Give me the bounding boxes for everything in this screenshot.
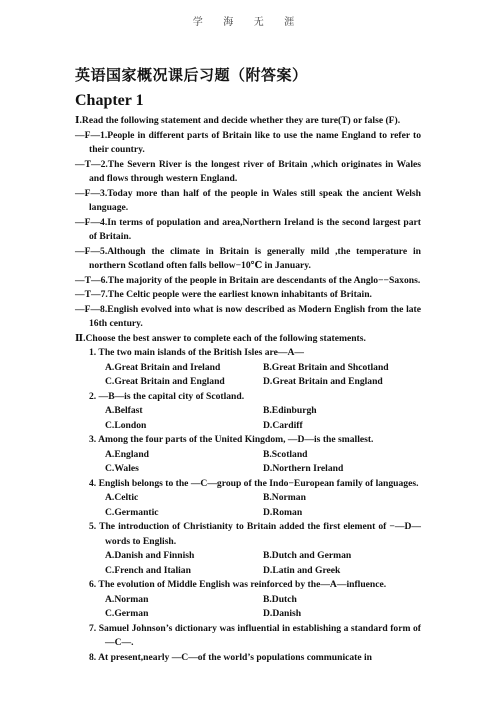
option-b: B.Norman [263,492,306,503]
document-body [75,114,421,665]
mc-options-row [75,375,421,390]
option-a: A.Celtic [105,492,139,503]
option-a: A.Belfast [105,405,143,416]
tf-item: —F—8.English evolved into what is now described as Modern English from the late 16th century. [75,303,421,329]
mc-options-row [75,564,421,579]
option-c: C.German [105,608,149,619]
tf-item: —F—3.Today more than half of the people in Wales still speak the ancient Welsh language. [75,187,421,213]
option-a: A.Great Britain and Ireland [105,361,221,373]
tf-item: —T—7.The Celtic people were the earliest known inhabitants of Britain. [75,289,372,300]
mc-question: 7. Samuel Johnson’s dictionary was influential in establishing a standard form of—C—. [89,622,421,648]
option-c: C.Wales [105,463,139,474]
option-b: B.Dutch and German [263,550,352,561]
tf-item: —F—1.People in different parts of Britain like to use the name England to refer to their country. [75,129,421,155]
mc-question: 5. The introduction of Christianity to Britain added the first element of −—D—words to English. [89,521,421,547]
mc-options-row [75,549,421,564]
option-d: D.Northern Ireland [263,463,344,474]
document-title: 英语国家概况课后习题（附答案） [75,68,308,84]
option-c: C.Great Britain and England [105,376,225,387]
mc-question: 2. —B—is the capital city of Scotland. [89,390,245,402]
option-c: C.Germantic [105,506,159,518]
mc-options-row [75,419,421,434]
mc-options-row [75,491,421,506]
option-d: D.Latin and Greek [263,564,341,576]
tf-item: —T—2.The Severn River is the longest river of Britain ,which originates in Wales and flows through western England. [75,158,421,184]
option-d: D.Roman [263,506,303,518]
mc-question: 6. The evolution of Middle English was reinforced by the—A—influence. [89,579,387,590]
mc-options-row [75,593,421,608]
mc-question: 8. At present,nearly —C—of the world’s populations communicate in [89,651,373,663]
option-b: B.Dutch [263,593,297,605]
chapter-heading: Chapter 1 [75,92,144,109]
option-a: A.Norman [105,593,149,605]
option-d: D.Cardiff [263,419,303,431]
mc-options-row [75,361,421,376]
mc-options-row [75,607,421,622]
option-c: C.French and Italian [105,564,191,576]
section1-heading: Ⅰ.Read the following statement and decide whether they are ture(T) or false (F). [75,115,401,126]
mc-question: 3. Among the four parts of the United Kingdom, —D—is the smallest. [89,434,374,445]
option-a: A.Danish and Finnish [105,550,195,561]
option-d: D.Great Britain and England [263,376,383,387]
mc-options-row [75,404,421,419]
option-b: B.Edinburgh [263,405,317,416]
mc-options-row [75,462,421,477]
tf-item: —F—4.In terms of population and area,Northern Ireland is the second largest part of Britain. [75,216,421,242]
tf-item: —F—5.Although the climate in Britain is generally mild ,the temperature in northern Scotland often falls bellow−10℃ in January. [75,245,421,271]
option-b: B.Scotland [263,448,308,460]
option-d: D.Danish [263,608,302,619]
option-a: A.England [105,448,149,460]
tf-item: —T—6.The majority of the people in Britain are descendants of the Anglo−−Saxons. [75,274,421,286]
mc-options-row [75,448,421,463]
mc-question: 1. The two main islands of the British Isles are—A— [89,347,304,358]
option-c: C.London [105,419,147,431]
page-header: 学 海 无 涯 [192,17,304,28]
option-b: B.Great Britain and Shcotland [263,361,389,373]
mc-question: 4. English belongs to the —C—group of the Indo−European family of languages. [89,477,419,489]
mc-options-row [75,506,421,521]
section2-heading: Ⅱ.Choose the best answer to complete each of the following statements. [75,332,366,344]
